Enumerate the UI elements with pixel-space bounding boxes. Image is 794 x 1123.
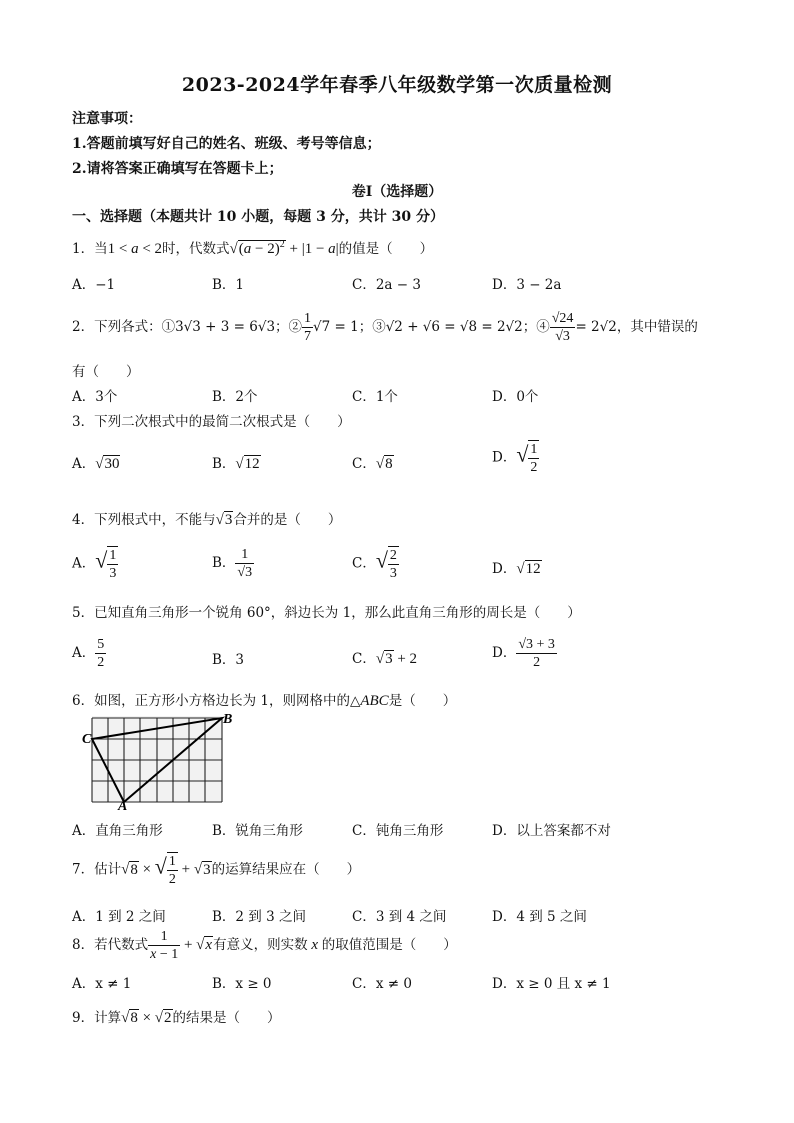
volume-heading: 卷I（选择题） bbox=[351, 184, 443, 200]
q7-option-d: D．4 到 5 之间 bbox=[492, 909, 587, 925]
question-8: 8．若代数式 $\frac{1}{x - 1}$ + √x有意义，则实数 x 的取值范围是（ ） bbox=[72, 929, 457, 962]
q1-expression: $√(a - 2)^2 + |1 - a|$ bbox=[229, 239, 339, 257]
q2-fraction-sqrt24-sqrt3: $\frac{√24}{√3}$ bbox=[551, 311, 574, 344]
q7-option-c: C．3 到 4 之间 bbox=[352, 909, 447, 925]
q2-stem-b: √7 = 1；③√2 + √6 = √8 = 2√2；④ bbox=[313, 319, 550, 335]
grid-triangle-figure bbox=[80, 710, 240, 810]
q8-option-a: A．x ≠ 1 bbox=[72, 976, 132, 992]
vertex-label-c: C bbox=[82, 732, 92, 747]
q2-option-a: A．3个 bbox=[72, 389, 118, 405]
vertex-label-a: A bbox=[118, 799, 128, 810]
q3-option-a: A．√30 bbox=[72, 456, 120, 472]
question-5: 5．已知直角三角形一个锐角 60°，斜边长为 1，那么此直角三角形的周长是（ ） bbox=[72, 605, 581, 621]
q6-option-b: B．锐角三角形 bbox=[212, 823, 303, 839]
q1-stem-a: 1．当 bbox=[72, 241, 108, 257]
q2-stem-a: 2．下列各式：①3√3 + 3 = 6√3；② bbox=[72, 319, 303, 335]
note-item-1: 1.答题前填写好自己的姓名、班级、考号等信息； bbox=[72, 136, 381, 152]
exam-title: 2023-2024学年春季八年级数学第一次质量检测 bbox=[181, 74, 613, 96]
question-4: 4．下列根式中，不能与√3合并的是（ ） bbox=[72, 512, 342, 528]
q8-option-b: B．x ≥ 0 bbox=[212, 976, 272, 992]
q4-option-b: B． $\frac{1}{√3}$ bbox=[212, 547, 253, 580]
q2-continuation: 有（ ） bbox=[72, 364, 140, 380]
q7-option-b: B．2 到 3 之间 bbox=[212, 909, 306, 925]
q1-option-c: C．2a − 3 bbox=[352, 277, 421, 293]
q6-option-d: D．以上答案都不对 bbox=[492, 823, 611, 839]
q2-fraction-1-7: $\frac{1}{7}$ bbox=[304, 311, 312, 344]
q1-stem-c: 的值是（ ） bbox=[338, 241, 434, 257]
q2-option-b: B．2个 bbox=[212, 389, 258, 405]
q1-option-d: D．3 − 2a bbox=[492, 277, 562, 293]
q3-option-d: D．√ $\frac{1}{2}$ bbox=[492, 441, 538, 475]
q2-option-c: C．1个 bbox=[352, 389, 398, 405]
notes-heading: 注意事项： bbox=[72, 111, 142, 127]
question-2 bbox=[72, 310, 698, 345]
q4-option-c: C．√ $\frac{2}{3}$ bbox=[352, 547, 397, 581]
q4-option-d: D．√12 bbox=[492, 561, 541, 577]
vertex-label-b: B bbox=[223, 712, 233, 727]
q6-option-c: C．钝角三角形 bbox=[352, 823, 444, 839]
q5-option-c: C．√3 + 2 bbox=[352, 651, 418, 667]
q1-option-b: B．1 bbox=[212, 277, 245, 293]
q1-condition: 1 < a < 2 bbox=[107, 241, 163, 257]
q3-option-c: C．√8 bbox=[352, 456, 393, 472]
question-3: 3．下列二次根式中的最简二次根式是（ ） bbox=[72, 414, 351, 430]
q3-option-b: B．√12 bbox=[212, 456, 260, 472]
q6-option-a: A．直角三角形 bbox=[72, 823, 163, 839]
section-heading: 一、选择题（本题共计 10 小题，每题 3 分，共计 30 分） bbox=[72, 209, 444, 225]
q5-option-d: D． $\frac{√3 + 3}{2}$ bbox=[492, 637, 555, 670]
q2-option-d: D．0个 bbox=[492, 389, 539, 405]
q1-option-a: A．−1 bbox=[72, 277, 116, 293]
question-1 bbox=[72, 237, 433, 258]
q8-option-d: D．x ≥ 0 且 x ≠ 1 bbox=[492, 976, 611, 992]
q5-option-b: B．3 bbox=[212, 652, 245, 668]
q8-option-c: C．x ≠ 0 bbox=[352, 976, 412, 992]
q2-stem-c: = 2√2，其中错误的 bbox=[575, 319, 698, 335]
note-item-2: 2.请将答案正确填写在答题卡上； bbox=[72, 161, 283, 177]
q4-option-a: A．√ $\frac{1}{3}$ bbox=[72, 547, 117, 581]
q5-option-a: A． $\frac{5}{2}$ bbox=[72, 637, 105, 670]
q1-stem-b: 时，代数式 bbox=[162, 241, 230, 257]
question-6: 6．如图，正方形小方格边长为 1，则网格中的△ABC是（ ） bbox=[72, 693, 457, 709]
question-9: 9．计算√8 × √2的结果是（ ） bbox=[72, 1010, 281, 1026]
question-7: 7．估计√8 × √ $\frac{1}{2}$ + √3的运算结果应在（ ） bbox=[72, 853, 361, 887]
q7-option-a: A．1 到 2 之间 bbox=[72, 909, 166, 925]
